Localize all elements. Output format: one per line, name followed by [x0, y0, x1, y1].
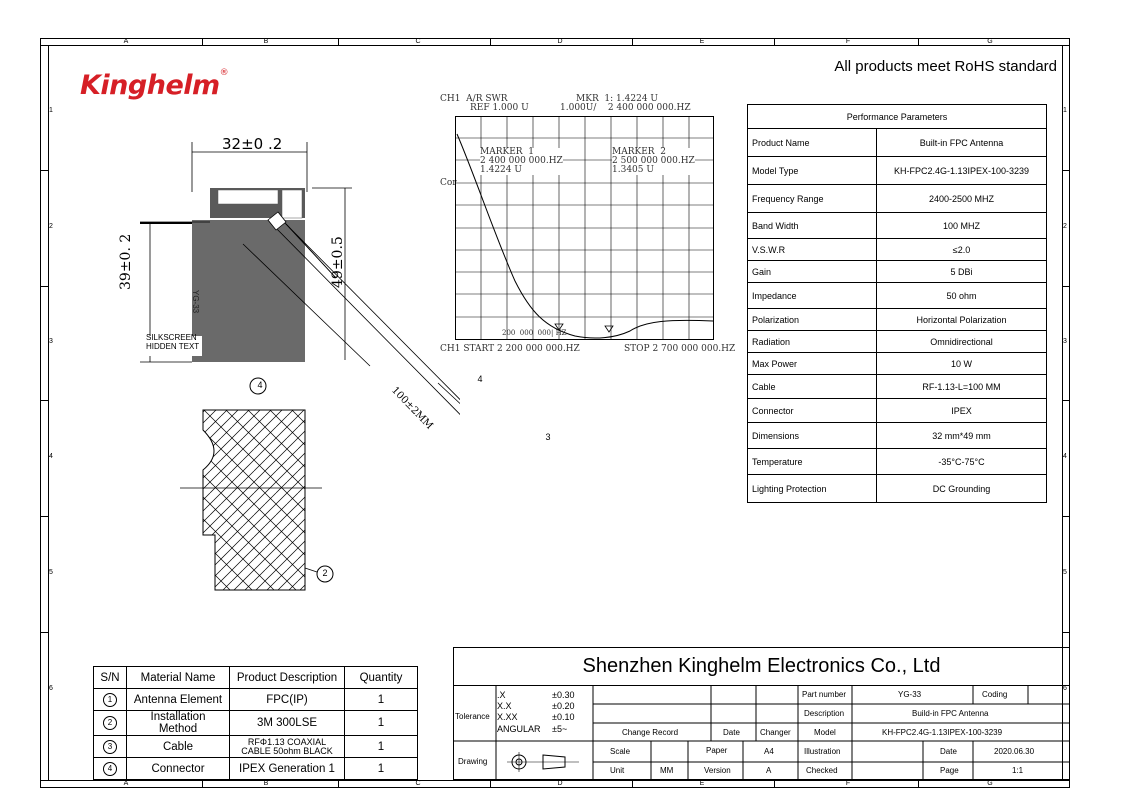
date-label: Date: [723, 728, 740, 737]
version-label: Version: [704, 766, 731, 775]
bom-row: [94, 689, 418, 711]
bom-sn-circle: 1: [103, 693, 117, 707]
performance-label: Temperature: [748, 449, 877, 475]
zone-col-B-top: B: [263, 38, 269, 45]
performance-label: Product Name: [748, 129, 877, 157]
zone-tick: [918, 38, 919, 46]
bom-header-quantity: Quantity: [345, 667, 418, 689]
tol-x: .X: [497, 690, 506, 700]
zone-row-3-right: 3: [1063, 338, 1067, 345]
performance-value: IPEX: [877, 399, 1047, 423]
marker-1-readout: MARKER 1 2 400 000 000.HZ 1.4224 U: [480, 147, 563, 175]
page-value: 1:1: [1012, 766, 1024, 775]
zone-tick: [40, 400, 48, 401]
band-label: 200 000 000| HZ: [502, 329, 567, 337]
zone-tick: [774, 38, 775, 46]
unit-label: Unit: [610, 766, 625, 775]
unit-value: MM: [660, 766, 674, 775]
width-dimension: 32±0 .2: [222, 135, 283, 153]
bom-material: Antenna Element: [127, 689, 230, 711]
zone-row-4-right: 4: [1063, 453, 1067, 460]
bom-sn-circle: 4: [103, 762, 117, 776]
model-value: KH-FPC2.4G-1.13IPEX-100-3239: [882, 728, 1003, 737]
zone-tick: [490, 38, 491, 46]
performance-value: Omnidirectional: [877, 331, 1047, 353]
bom-description: IPEX Generation 1: [230, 758, 345, 780]
performance-value: 50 ohm: [877, 283, 1047, 309]
performance-row: [748, 423, 1047, 449]
performance-label: Max Power: [748, 353, 877, 375]
zone-tick: [632, 38, 633, 46]
bom-header-description: Product Description: [230, 667, 345, 689]
model-label: Model: [814, 728, 836, 737]
vna-header-ref: REF 1.000 U: [470, 103, 529, 113]
zone-tick: [1062, 170, 1070, 171]
bom-quantity: 1: [345, 711, 418, 736]
part-number-label: Part number: [802, 690, 847, 699]
bom-description: FPC(IP): [230, 689, 345, 711]
performance-value: Horizontal Polarization: [877, 309, 1047, 331]
bom-quantity: 1: [345, 758, 418, 780]
zone-col-B-bottom: B: [263, 780, 269, 787]
antenna-drawing: [100, 130, 460, 600]
zone-tick: [632, 780, 633, 788]
height-dimension: 39±0. 2: [118, 233, 134, 290]
zone-row-6-right: 6: [1063, 685, 1067, 692]
zone-col-G-top: G: [987, 38, 993, 45]
zone-tick: [1062, 632, 1070, 633]
bom-material: Cable: [127, 736, 230, 758]
performance-row: [748, 449, 1047, 475]
zone-col-D-top: D: [557, 38, 563, 45]
performance-row: [748, 213, 1047, 239]
coding-label: Coding: [982, 690, 1008, 699]
performance-value: 32 mm*49 mm: [877, 423, 1047, 449]
scale-label: Scale: [610, 747, 631, 756]
date2-label: Date: [940, 747, 957, 756]
performance-row: [748, 129, 1047, 157]
performance-label: Model Type: [748, 157, 877, 185]
tol-angular: ANGULAR: [497, 724, 541, 734]
performance-value: 2400-2500 MHZ: [877, 185, 1047, 213]
vna-start: CH1 START 2 200 000 000.HZ: [440, 344, 580, 354]
bom-row: [94, 736, 418, 758]
zone-tick: [774, 780, 775, 788]
performance-label: Frequency Range: [748, 185, 877, 213]
performance-value: 100 MHZ: [877, 213, 1047, 239]
zone-col-C-bottom: C: [415, 780, 421, 787]
vna-side-label: Cor: [440, 178, 457, 188]
performance-label: Impedance: [748, 283, 877, 309]
performance-row: [748, 185, 1047, 213]
zone-row-6-left: 6: [49, 685, 53, 692]
zone-col-C-top: C: [415, 38, 421, 45]
version-value: A: [766, 766, 772, 775]
zone-tick: [40, 170, 48, 171]
cable-dimension: 100±2MM: [389, 385, 435, 432]
tol-xxx: X.XX: [497, 712, 518, 722]
paper-value: A4: [764, 747, 774, 756]
zone-border: [48, 46, 49, 780]
zone-row-2-left: 2: [49, 223, 53, 230]
bom-material: Installation Method: [127, 711, 230, 736]
silkscreen-note: SILKSCREEN HIDDEN TEXT: [146, 333, 200, 351]
marker-2-readout: MARKER 2 2 500 000 000.HZ 1.3405 U: [612, 147, 695, 175]
bom-quantity: 1: [345, 689, 418, 711]
performance-row: [748, 331, 1047, 353]
tolerance-label: Tolerance: [455, 712, 490, 721]
performance-row: [748, 375, 1047, 399]
performance-label: V.S.W.R: [748, 239, 877, 261]
bom-sn: [94, 758, 127, 780]
vna-header-mkr: MKR 1: 1.4224 U: [576, 94, 658, 104]
bom-header-material: Material Name: [127, 667, 230, 689]
zone-tick: [1062, 400, 1070, 401]
bom-header-sn: S/N: [94, 667, 127, 689]
performance-value: 10 W: [877, 353, 1047, 375]
vna-header-left: CH1 A/R SWR: [440, 94, 508, 104]
performance-value: KH-FPC2.4G-1.13IPEX-100-3239: [877, 157, 1047, 185]
zone-tick: [338, 38, 339, 46]
zone-tick: [1062, 516, 1070, 517]
zone-row-4-left: 4: [49, 453, 53, 460]
performance-row: [748, 157, 1047, 185]
drawing-label: Drawing: [458, 757, 488, 766]
callout-4a: 4: [257, 380, 263, 390]
performance-title: Performance Parameters: [748, 105, 1047, 129]
bom-material: Connector: [127, 758, 230, 780]
zone-tick: [40, 632, 48, 633]
tol-xx: X.X: [497, 701, 512, 711]
bom-description-line-1: RFΦ1.13 COAXIAL: [247, 736, 327, 747]
zone-col-G-bottom: G: [987, 780, 993, 787]
performance-label: Lighting Protection: [748, 475, 877, 503]
performance-row: [748, 475, 1047, 503]
company-name: Shenzhen Kinghelm Electronics Co., Ltd: [582, 655, 941, 677]
performance-label: Band Width: [748, 213, 877, 239]
zone-col-A-top: A: [123, 38, 129, 45]
zone-row-3-left: 3: [49, 338, 53, 345]
zone-row-1-left: 1: [49, 107, 53, 114]
tol-x-val: ±0.30: [552, 690, 575, 700]
brand-logo: Kinghelm®: [80, 68, 229, 101]
zone-row-2-right: 2: [1063, 223, 1067, 230]
zone-row-1-right: 1: [1063, 107, 1067, 114]
checked-label: Checked: [806, 766, 838, 775]
zone-tick: [1062, 286, 1070, 287]
bom-table: [93, 666, 418, 780]
zone-tick: [338, 780, 339, 788]
performance-row: [748, 399, 1047, 423]
callout-2: 2: [322, 568, 328, 578]
bom-description: [230, 736, 345, 758]
performance-table: [747, 104, 1047, 503]
vna-stop: STOP 2 700 000 000.HZ: [624, 344, 736, 354]
performance-value: -35°C-75°C: [877, 449, 1047, 475]
bom-row: [94, 758, 418, 780]
changer-label: Changer: [760, 728, 791, 737]
zone-tick: [202, 38, 203, 46]
date2-value: 2020.06.30: [994, 747, 1035, 756]
performance-label: Polarization: [748, 309, 877, 331]
illustration-label: Illustration: [804, 747, 841, 756]
bom-sn-circle: 3: [103, 740, 117, 754]
vna-header-scale: 1.000U/ 2 400 000 000.HZ: [560, 103, 691, 113]
performance-value: 5 DBi: [877, 261, 1047, 283]
bom-description: 3M 300LSE: [230, 711, 345, 736]
performance-label: Radiation: [748, 331, 877, 353]
performance-row: [748, 283, 1047, 309]
zone-tick: [490, 780, 491, 788]
bom-row: [94, 711, 418, 736]
performance-value: ≤2.0: [877, 239, 1047, 261]
zone-row-5-right: 5: [1063, 569, 1067, 576]
part-number-value: YG-33: [898, 690, 922, 699]
description-label: Description: [804, 709, 845, 718]
performance-value: Built-in FPC Antenna: [877, 129, 1047, 157]
performance-value: RF-1.13-L=100 MM: [877, 375, 1047, 399]
zone-row-5-left: 5: [49, 569, 53, 576]
zone-col-A-bottom: A: [123, 780, 129, 787]
performance-label: Dimensions: [748, 423, 877, 449]
performance-row: [748, 309, 1047, 331]
zone-tick: [918, 780, 919, 788]
tol-angular-val: ±5~: [552, 724, 568, 734]
performance-row: [748, 261, 1047, 283]
rohs-statement: All products meet RoHS standard: [834, 58, 1057, 75]
zone-col-E-bottom: E: [699, 780, 705, 787]
bom-sn: [94, 711, 127, 736]
callout-3: 3: [545, 432, 551, 442]
performance-label: Gain: [748, 261, 877, 283]
performance-row: [748, 239, 1047, 261]
tol-xx-val: ±0.20: [552, 701, 575, 711]
paper-label: Paper: [706, 746, 728, 755]
bom-sn: [94, 736, 127, 758]
bom-quantity: 1: [345, 736, 418, 758]
zone-col-E-top: E: [699, 38, 705, 45]
zone-col-D-bottom: D: [557, 780, 563, 787]
description-value: Build-in FPC Antenna: [912, 709, 989, 718]
zone-tick: [40, 286, 48, 287]
zone-tick: [202, 780, 203, 788]
performance-label: Connector: [748, 399, 877, 423]
radiator-dimension: 49±0.5: [330, 236, 346, 288]
bom-sn: [94, 689, 127, 711]
zone-col-F-top: F: [845, 38, 851, 45]
page-label: Page: [940, 766, 959, 775]
pcb-mark: YG-33: [191, 290, 200, 314]
performance-label: Cable: [748, 375, 877, 399]
performance-value: DC Grounding: [877, 475, 1047, 503]
bom-description-line-2: CABLE 50ohm BLACK: [241, 745, 333, 756]
bom-sn-circle: 2: [103, 716, 117, 730]
tol-xxx-val: ±0.10: [552, 712, 575, 722]
callout-4b: 4: [477, 374, 483, 384]
zone-col-F-bottom: F: [845, 780, 851, 787]
zone-tick: [40, 516, 48, 517]
change-record-label: Change Record: [622, 728, 679, 737]
performance-row: [748, 353, 1047, 375]
